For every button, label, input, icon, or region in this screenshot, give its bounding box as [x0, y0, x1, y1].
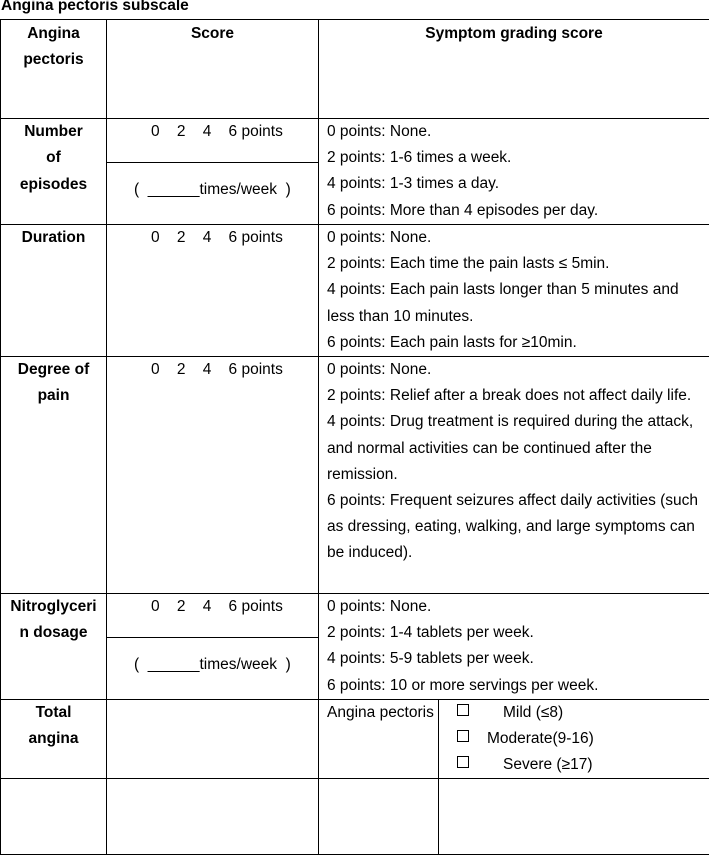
row-label-number-of-episodes: Number of episodes — [1, 119, 107, 225]
total-score-cell[interactable] — [107, 700, 319, 779]
empty-row — [1, 779, 709, 855]
desc-degree-of-pain — [319, 357, 709, 594]
desc-line: 6 points: Each pain lasts for ≥10min. — [327, 330, 705, 356]
row-degree-of-pain — [1, 357, 709, 594]
row-label-total-angina: Total angina — [1, 700, 107, 779]
desc-line: 4 points: Drug treatment is required during the attack, and normal activities can be continued after the remission. — [327, 409, 705, 488]
desc-line: 2 points: Each time the pain lasts ≤ 5min. — [327, 251, 705, 277]
row-duration — [1, 225, 709, 357]
desc-line: 0 points: None. — [327, 119, 705, 145]
row-number-of-episodes — [1, 119, 709, 225]
score-cell-degree-of-pain — [107, 357, 319, 594]
desc-line: 4 points: 5-9 tablets per week. — [327, 646, 705, 672]
desc-line: 0 points: None. — [327, 357, 705, 383]
score-options[interactable]: 0 2 4 6 points — [107, 594, 318, 620]
times-per-week-field[interactable]: ( ______times/week ) — [107, 638, 318, 678]
desc-nitroglycerin-dosage — [319, 594, 709, 700]
table-title: Angina pectoris subscale — [1, 0, 189, 16]
checkbox-icon[interactable] — [457, 756, 469, 768]
desc-line: 2 points: 1-4 tablets per week. — [327, 620, 705, 646]
severity-option-mild[interactable] — [457, 700, 709, 726]
times-per-week-field[interactable]: ( ______times/week ) — [107, 163, 318, 203]
row-label-degree-of-pain: Degree of pain — [1, 357, 107, 594]
desc-line: 0 points: None. — [327, 225, 705, 251]
header-score: Score — [107, 20, 319, 119]
desc-line: 6 points: Frequent seizures affect daily activities (such as dressing, eating, walking, and large symptoms can be induced). — [327, 488, 705, 567]
severity-option-severe[interactable] — [457, 752, 709, 778]
header-symptom-grading: Symptom grading score — [319, 20, 709, 119]
desc-line: 4 points: Each pain lasts longer than 5 minutes and less than 10 minutes. — [327, 277, 705, 329]
header-row — [1, 20, 709, 119]
row-total-angina — [1, 700, 709, 779]
empty-cell — [319, 779, 439, 855]
row-label-nitroglycerin-dosage: Nitroglycerin dosage — [1, 594, 107, 700]
desc-line: 4 points: 1-3 times a day. — [327, 171, 705, 197]
desc-line: 6 points: 10 or more servings per week. — [327, 673, 705, 699]
severity-option-moderate[interactable] — [457, 726, 709, 752]
desc-line: 0 points: None. — [327, 594, 705, 620]
empty-cell — [1, 779, 107, 855]
desc-number-of-episodes — [319, 119, 709, 225]
severity-options — [439, 700, 709, 779]
total-category: Angina pectoris — [319, 700, 439, 779]
desc-line: 6 points: More than 4 episodes per day. — [327, 198, 705, 224]
severity-label: Mild (≤8) — [487, 704, 563, 721]
desc-line: 2 points: Relief after a break does not affect daily life. — [327, 383, 705, 409]
desc-line: 2 points: 1-6 times a week. — [327, 145, 705, 171]
checkbox-icon[interactable] — [457, 730, 469, 742]
row-nitroglycerin-dosage — [1, 594, 709, 700]
empty-cell — [107, 779, 319, 855]
severity-label: Moderate(9-16) — [487, 730, 594, 747]
score-options[interactable]: 0 2 4 6 points — [107, 225, 318, 251]
score-options[interactable]: 0 2 4 6 points — [107, 119, 318, 145]
score-options[interactable]: 0 2 4 6 points — [107, 357, 318, 383]
severity-label: Severe (≥17) — [487, 756, 593, 773]
checkbox-icon[interactable] — [457, 704, 469, 716]
row-label-duration: Duration — [1, 225, 107, 357]
empty-cell — [439, 779, 709, 855]
score-cell-nitroglycerin — [107, 594, 319, 700]
header-angina-pectoris: Angina pectoris — [1, 20, 107, 119]
desc-duration — [319, 225, 709, 357]
angina-subscale-table — [0, 19, 709, 855]
score-cell-duration — [107, 225, 319, 357]
score-cell-episodes — [107, 119, 319, 225]
